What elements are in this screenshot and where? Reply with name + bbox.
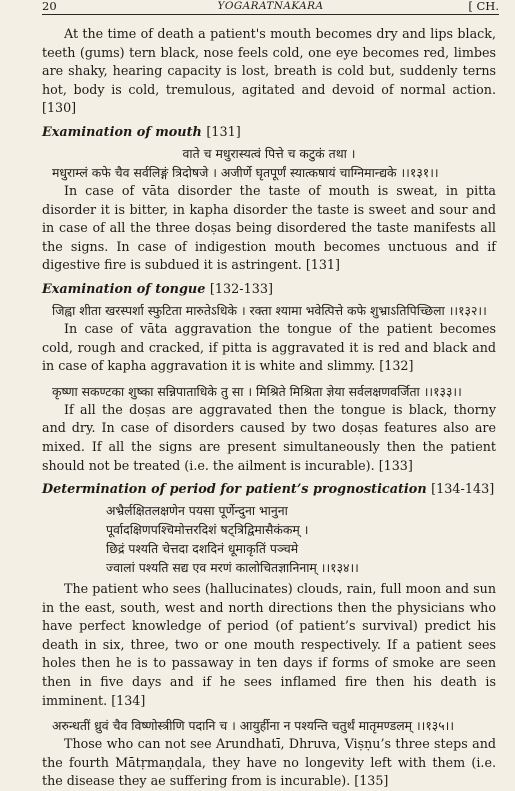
verse-134-line: छिद्रं पश्यति चेत्तदा दशदिनं धूमाकृतिं पञ्चमे — [106, 541, 299, 557]
verse-134-line: पूर्वादक्षिणपश्चिमोत्तरदिशं षट्त्रिद्विमासैकंकम् । — [106, 522, 309, 538]
page-number: 20 — [42, 0, 57, 13]
verse-133: कृष्णा सकण्टका शुष्का सन्निपाताधिके तु सा । मिश्रिते मिश्रिता ज्ञेया सर्वलक्षणवर्जिता ।।१३३।। — [52, 383, 462, 399]
verse-131-line-1: वाते च मधुरास्यत्वं पित्ते च कटुकं तथा । — [182, 145, 356, 161]
running-header — [42, 0, 499, 15]
verse-reference: [132-133] — [209, 281, 274, 297]
verse-135: अरुन्धतीं ध्रुवं चैव विष्णोस्त्रीणि पदानि च । आयुर्हीना न पश्यन्ति चतुर्थं मातृमण्डलम् ।।१३५।। — [52, 718, 455, 734]
verse-reference: [134-143] — [431, 482, 495, 498]
verse-134-block — [42, 501, 496, 577]
heading-determination-of-period — [42, 481, 496, 499]
verse-131-line-2: मधुराम्लं कफे चैव सर्वलिङ्गं त्रिदोषजे । अजीर्णे घृतपूर्णं स्यात्कषायं चाग्निमान्द्यके ।।१३१।। — [52, 164, 439, 180]
paragraph-131: In case of vāta disorder the taste of mouth is sweat, in pitta disorder it is bitter, in kapha disorder the taste is sweet and sour and in case of all the three doṣas being disordered the taste manifests all the signs. In case of indigestion mouth becomes unctuous and if digestive fire is subdued it is astringent. [131] — [42, 182, 496, 273]
running-title: YOGARATNAKARA — [217, 0, 324, 12]
heading-examination-of-tongue — [42, 281, 496, 299]
paragraph-130: At the time of death a patient's mouth becomes dry and lips black, teeth (gums) tern black, nose feels cold, one eye becomes red, limbes are shaky, hearing capacity is lost, breath is cold but, suddenly terns hot, body is cold, tremulous, agitated and devoid of normal action. [130] — [42, 26, 496, 116]
verse-134-line: ज्वालां पश्यति सद्य एव मरणं कालोचितज्ञानिनाम् ।।१३४।। — [106, 560, 359, 576]
paragraph-133: If all the doṣas are aggravated then the tongue is black, thorny and dry. In case of disorders caused by two doṣas features also are mixed. If all the signs are present simultaneously then the patient should not be treated (i.e. the ailment is incurable). [133] — [42, 401, 496, 473]
verse-reference: [131] — [206, 124, 241, 140]
verse-132: जिह्वा शीता खरस्पर्शा स्फुटिता मारुतेऽधिके । रक्ता श्यामा भवेत्पित्ते कफे शुभ्राऽतिपिच्छिला ।।१३२।। — [52, 302, 487, 318]
heading-text: Examination of mouth — [42, 124, 202, 140]
paragraph-132: In case of vāta aggravation the tongue of the patient becomes cold, rough and cracked, if pitta is aggravated it is red and black and in case of kapha aggravation it is white and slimmy. [132] — [42, 320, 496, 374]
paragraph-134: The patient who sees (hallucinates) clouds, rain, full moon and sun in the east, south, west and north directions then the physicians who have perfect knowledge of period (of patient’s survival) predict his death in six, three, two or one mouth respectively. If a patient sees holes then he is to passaway in ten days if forms of smoke are seen then in five days and if he sees inflamed fire then his death is imminent. [134] — [42, 581, 496, 708]
chapter-label: [ CH. — [468, 0, 499, 13]
heading-examination-of-mouth — [42, 124, 496, 142]
verse-134-line: अभ्रैर्लक्षितलक्षणेन पयसा पूर्णेन्दुना भानुना — [106, 503, 288, 519]
heading-text: Examination of tongue — [42, 281, 206, 297]
heading-text: Determination of period for patient’s prognostication — [42, 482, 427, 498]
paragraph-135: Those who can not see Arundhatī, Dhruva, Viṣṇu’s three steps and the fourth Mātṛmaṇḍala, they have no longevity left with them (i.e. the disease they ae suffering from is incurable). [135] — [42, 736, 496, 789]
page-body — [42, 25, 496, 791]
